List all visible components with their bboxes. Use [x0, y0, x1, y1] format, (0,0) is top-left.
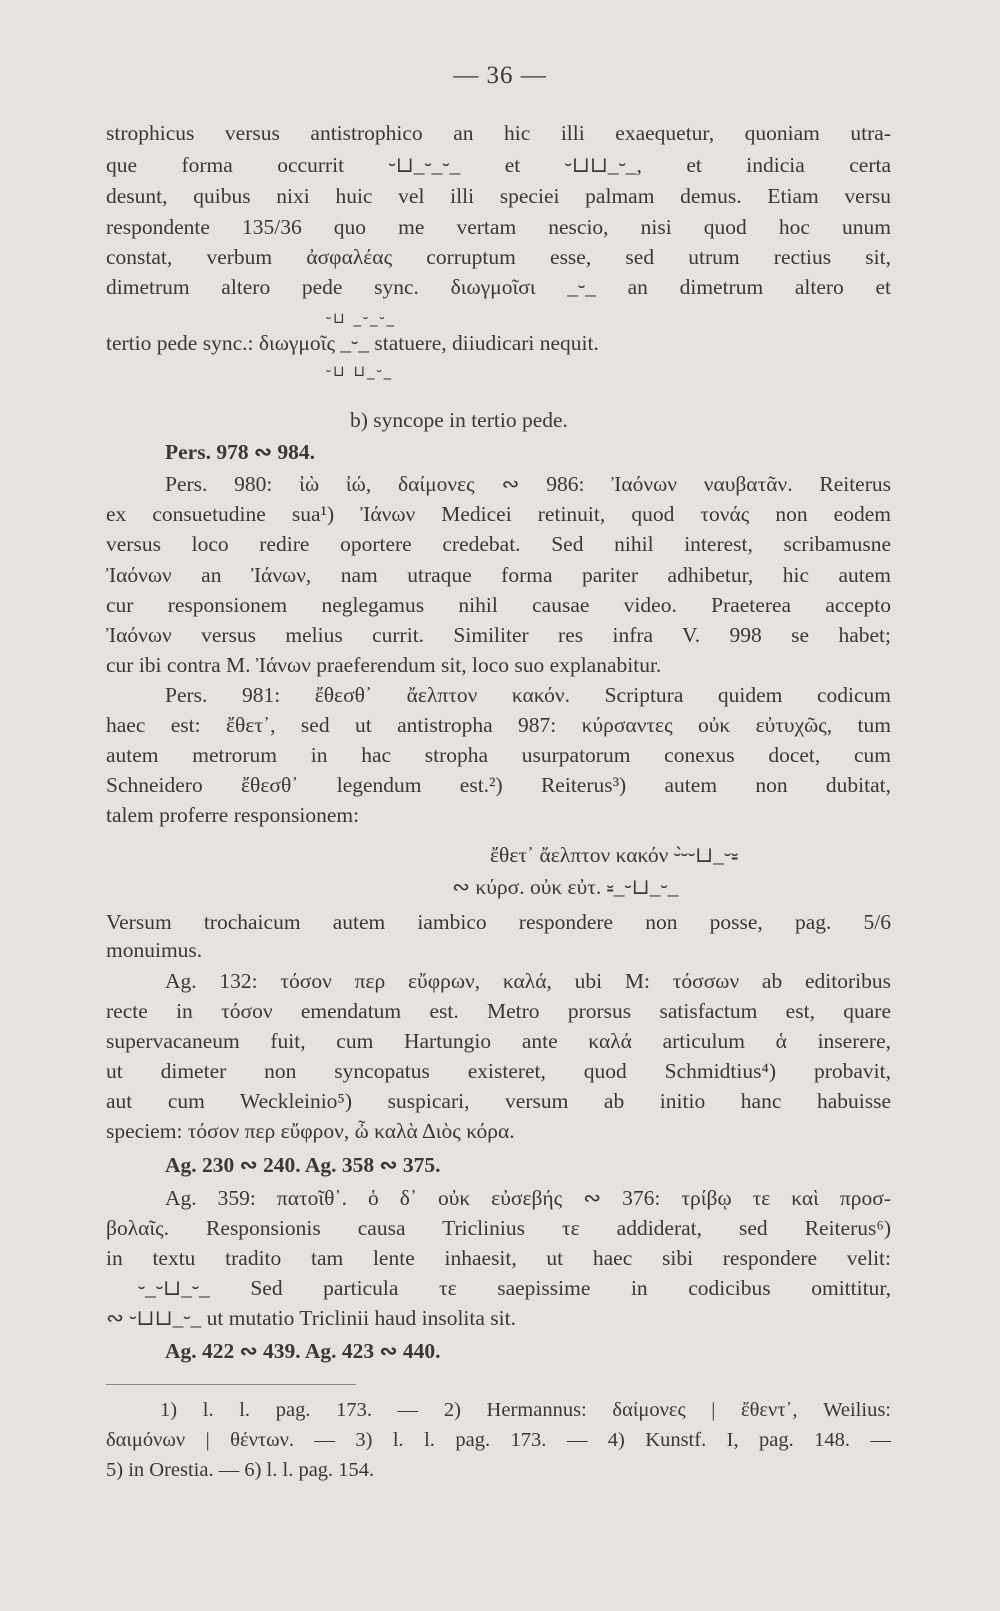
text-line: desunt, quibus nixi huic vel illi speciei palmam demus. Etiam versu: [106, 184, 891, 208]
text-line: Pers. 980: ἰὼ ἰώ, δαίμονες ∾ 986: Ἰαόνων ναυβατᾶν. Reiterus: [165, 472, 891, 496]
verse-reference: Ag. 230 ∾ 240. Ag. 358 ∾ 375.: [165, 1153, 441, 1177]
text-line: cur ibi contra M. Ἰάνων praeferendum sit, loco suo explanabitur.: [106, 653, 662, 677]
text-line: Versum trochaicum autem iambico respondere non posse, pag. 5/6: [106, 910, 891, 934]
page-number: — 36 —: [453, 62, 547, 89]
text-line: in textu tradito tam lente inhaesit, ut haec sibi respondere velit:: [106, 1246, 891, 1270]
text-line: haec est: ἔθετ᾽, sed ut antistropha 987: κύρσαντες οὐκ εὐτυχῶς, tum: [106, 713, 891, 737]
text-line: strophicus versus antistrophico an hic illi exaequetur, quoniam utra-: [106, 121, 891, 145]
section-heading: b) syncope in tertio pede.: [350, 408, 568, 432]
text-line: Ἰαόνων versus melius currit. Similiter res infra V. 998 se habet;: [106, 623, 891, 647]
text-line: cur responsionem neglegamus nihil causae video. Praeterea accepto: [106, 593, 891, 617]
text-line: versus loco redire oportere credebat. Sed nihil interest, scribamusne: [106, 532, 891, 556]
text-line: constat, verbum ἀσφαλέας corruptum esse, sed utrum rectius sit,: [106, 245, 891, 269]
text-line: ex consuetudine sua¹) Ἰάνων Medicei retinuit, quod τονάς non eodem: [106, 502, 891, 526]
text-line: que forma occurrit ⏑⊔_⏑_⏑_ et ⏑⊔⊔_⏑_, et indicia certa: [106, 153, 891, 177]
verse-reference: Ag. 422 ∾ 439. Ag. 423 ∾ 440.: [165, 1339, 441, 1363]
text-line: Ag. 359: πατοῖθ᾽. ὁ δ᾽ οὐκ εὐσεβής ∾ 376: τρίβῳ τε καὶ προσ-: [165, 1186, 891, 1210]
text-line: Ἰαόνων an Ἰάνων, nam utraque forma pariter adhibetur, hic autem: [106, 563, 891, 587]
footnote-rule: [106, 1384, 356, 1385]
text-line: talem proferre responsionem:: [106, 803, 360, 827]
metrical-scheme: ⏑⊔ _⏑_⏑_: [326, 309, 396, 327]
text-line: ⏑_⏑⊔_⏑_ Sed particula τε saepissime in codicibus omittitur,: [138, 1276, 891, 1300]
text-line: monuimus.: [106, 938, 203, 962]
text-line: Pers. 981: ἔθεσθ᾽ ἄελπτον κακόν. Scriptura quidem codicum: [165, 683, 891, 707]
text-line: ∾ ⏑⊔⊔_⏑_ ut mutatio Triclinii haud insolita sit.: [106, 1306, 516, 1330]
footnote-line: 1) l. l. pag. 173. — 2) Hermannus: δαίμονες | ἔθεντ᾽, Weilius:: [160, 1399, 891, 1421]
text-line: respondente 135/36 quo me vertam nescio, nisi quod hoc unum: [106, 215, 891, 239]
text-line: recte in τόσον emendatum est. Metro prorsus satisfactum est, quare: [106, 999, 891, 1023]
metrical-scheme: ⏑⊔ ⊔_⏑_: [326, 362, 394, 380]
text-line: βολαῖς. Responsionis causa Triclinius τε addiderat, sed Reiterus⁶): [106, 1216, 891, 1240]
text-line: tertio pede sync.: διωγμοῖς _⏑_ statuere, diiudicari nequit.: [106, 331, 599, 355]
footnote-line: δαιμόνων | θέντων. — 3) l. l. pag. 173. — 4) Kunstf. I, pag. 148. —: [106, 1429, 891, 1451]
scansion-line: ∾ κύρσ. οὐκ εὐτ. ⏓_⏑⊔_⏑_: [452, 875, 679, 899]
scansion-line: ἔθετ᾽ ἄελπτον κακόν ⏑́⏑⏑⊔_⏑⏓: [490, 843, 739, 867]
text-line: aut cum Weckleinio⁵) suspicari, versum ab initio hanc habuisse: [106, 1089, 891, 1113]
text-line: speciem: τόσον περ εὔφρον, ὦ καλὰ Διὸς κόρα.: [106, 1119, 515, 1143]
text-line: Ag. 132: τόσον περ εὔφρων, καλά, ubi M: τόσσων ab editoribus: [165, 969, 891, 993]
text-line: ut dimeter non syncopatus existeret, quod Schmidtius⁴) probavit,: [106, 1059, 891, 1083]
text-line: supervacaneum fuit, cum Hartungio ante καλά articulum ἁ inserere,: [106, 1029, 891, 1053]
text-line: dimetrum altero pede sync. διωγμοῖσι _⏑_ an dimetrum altero et: [106, 275, 891, 299]
footnote-line: 5) in Orestia. — 6) l. l. pag. 154.: [106, 1459, 375, 1481]
text-line: autem metrorum in hac stropha usurpatorum conexus docet, cum: [106, 743, 891, 767]
verse-reference: Pers. 978 ∾ 984.: [165, 440, 315, 464]
text-line: Schneidero ἔθεσθ᾽ legendum est.²) Reiterus³) autem non dubitat,: [106, 773, 891, 797]
